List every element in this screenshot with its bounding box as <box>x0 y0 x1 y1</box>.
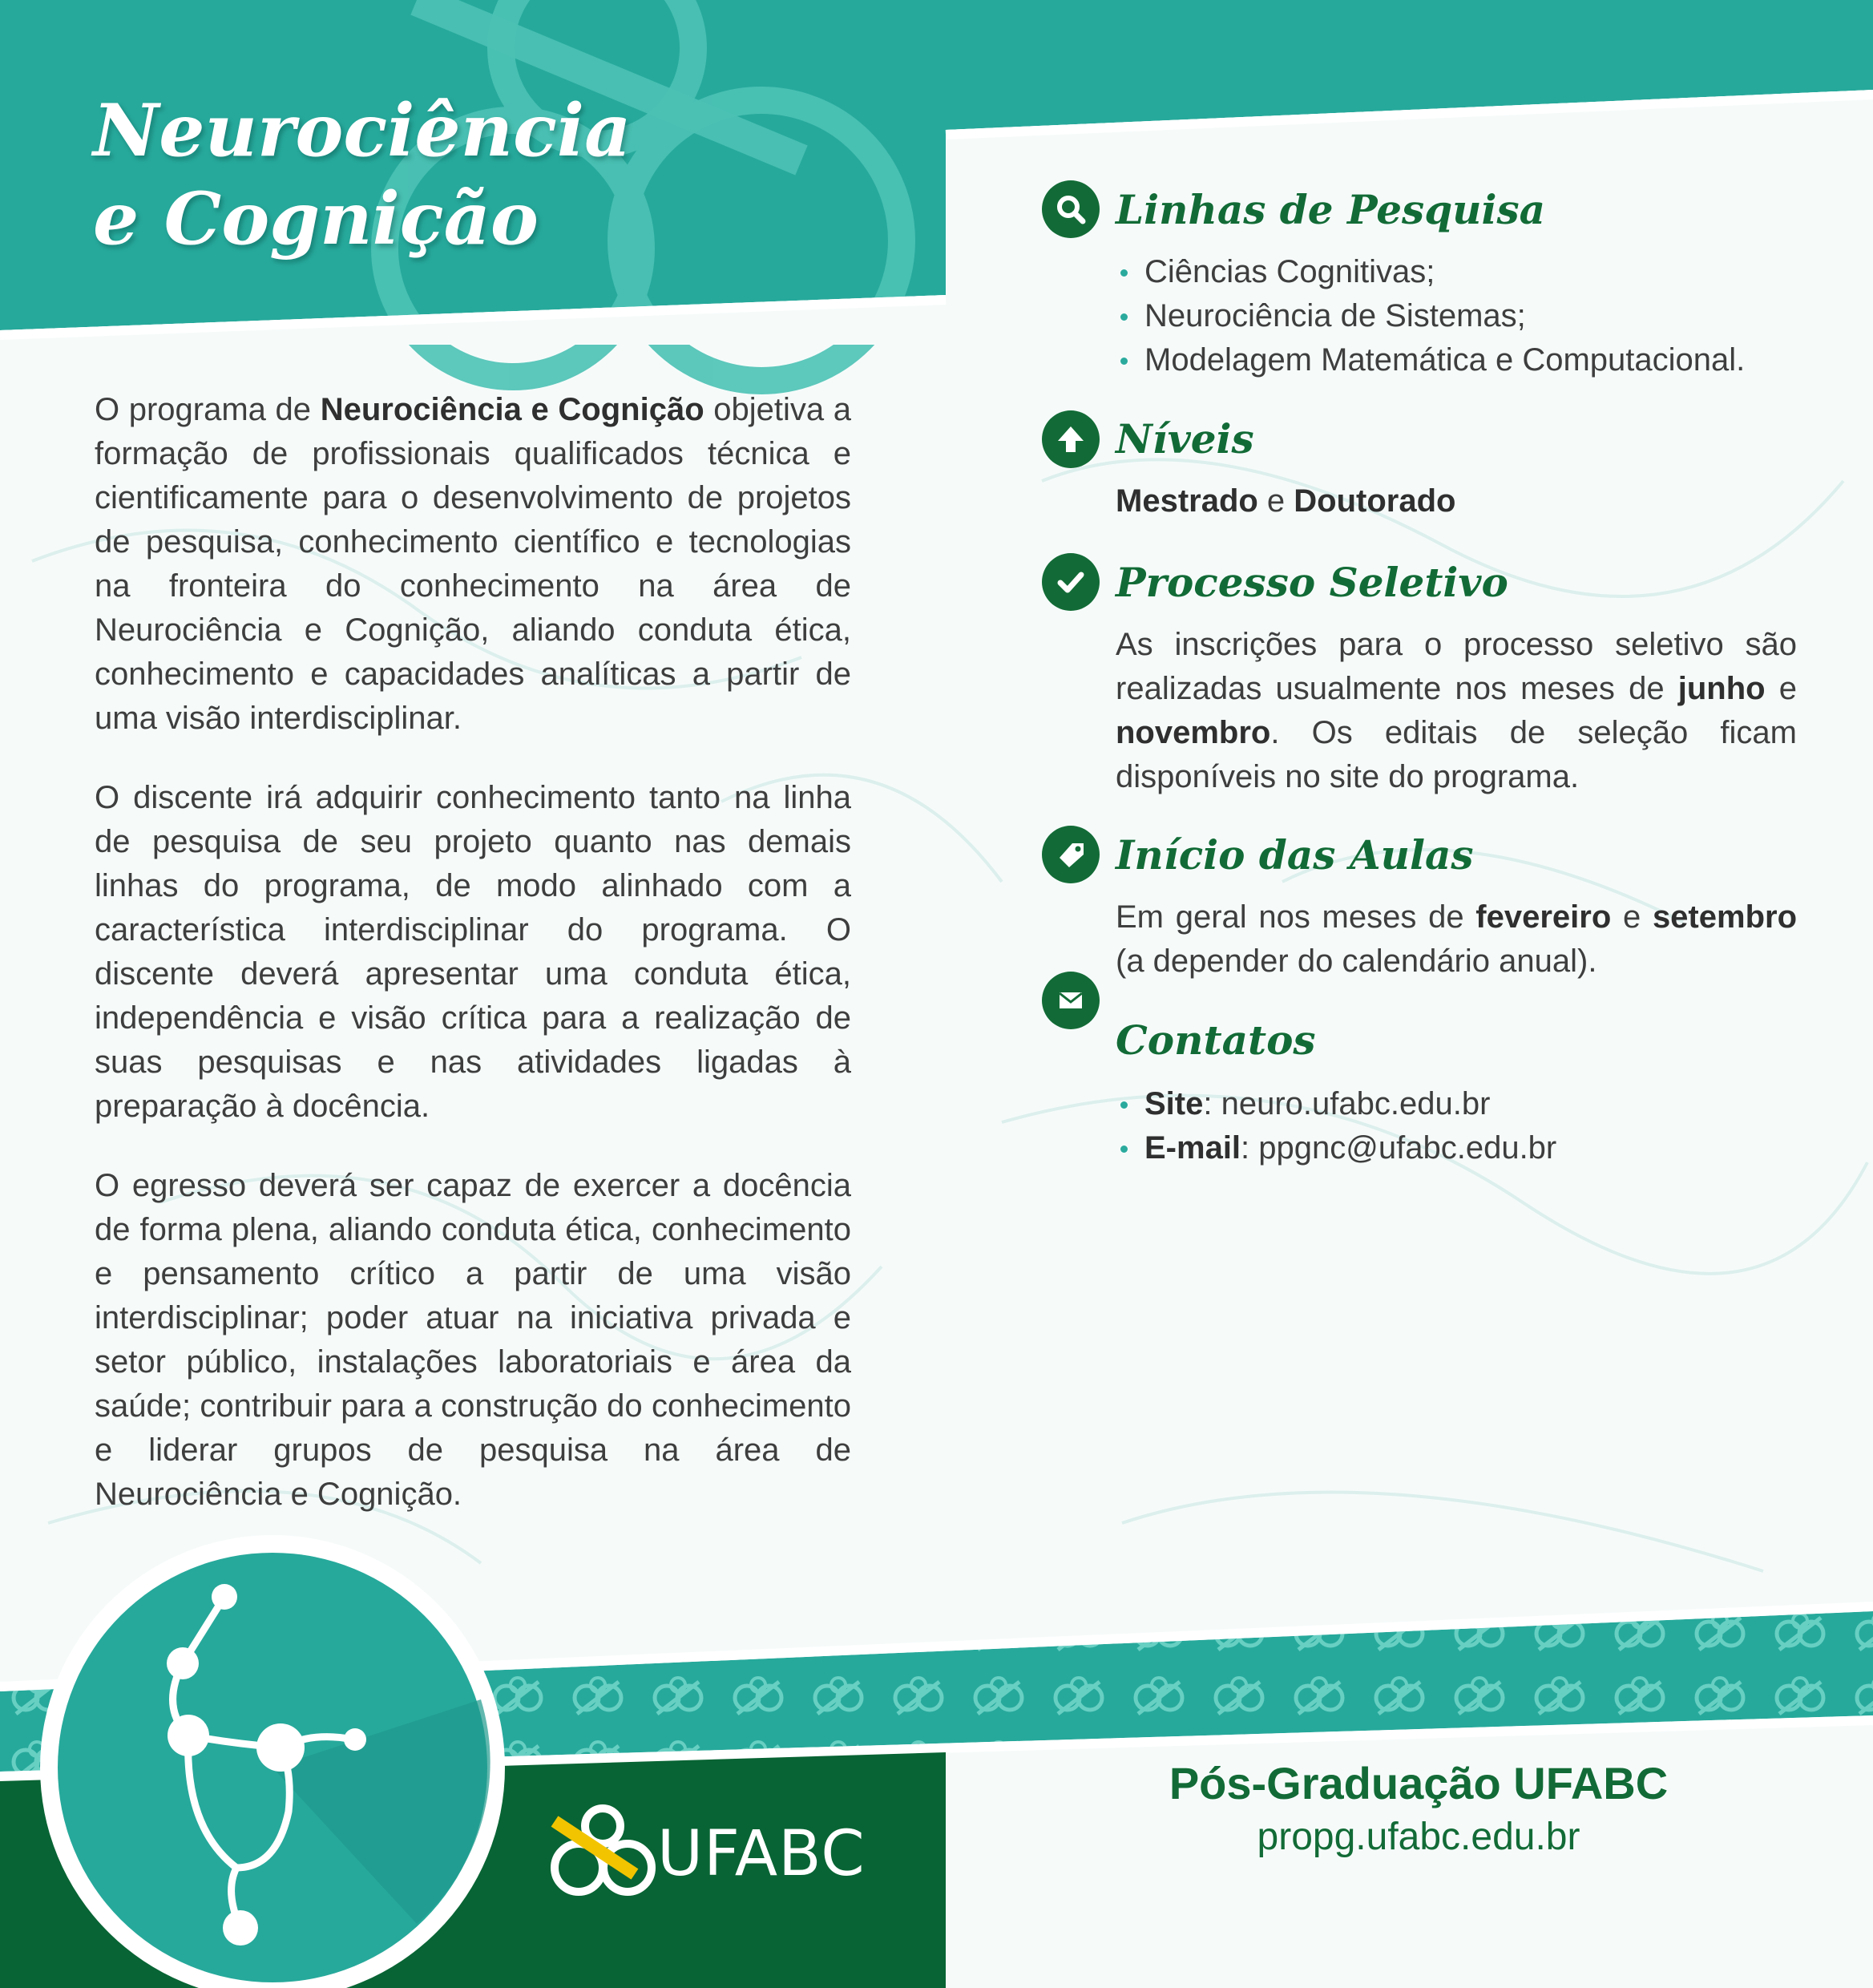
checkmark-icon <box>1042 553 1100 611</box>
selection-text-1: As inscrições para o processo seletivo são realizadas usualmente nos meses de <box>1116 627 1797 706</box>
classes-text-3: (a depender do calendário anual). <box>1116 943 1597 979</box>
list-item: Modelagem Matemática e Computacional. <box>1116 338 1837 382</box>
page-title <box>93 87 894 263</box>
title-line-2: e Cognição <box>93 176 539 261</box>
research-lines-list <box>1116 250 1837 382</box>
paragraph-1-rest: objetiva a formação de profissionais qualificados técnica e cientificamente para o desenvolvimento de projetos de pesquisa, conhecimento científico e tecnologias na fronteira do conhecimento na área de Neurociência e Cognição, aliando conduta ética, conhecimento e capacidades analíticas a partir de uma visão interdisciplinar. <box>95 392 851 736</box>
contacts-title: Contatos <box>1116 1016 1316 1064</box>
classes-text-1: Em geral nos meses de <box>1116 899 1476 935</box>
envelope-icon <box>1042 972 1100 1029</box>
paragraph-1-intro: O programa de <box>95 392 321 427</box>
level-doctorate: Doutorado <box>1294 483 1456 519</box>
classes-start-text <box>1116 895 1797 984</box>
selection-process-text <box>1116 623 1797 799</box>
contacts-list <box>1116 1082 1837 1170</box>
classes-text-2: e <box>1611 899 1653 935</box>
ufabc-logo-text: UFABC <box>657 1818 866 1890</box>
tag-icon <box>1042 826 1100 883</box>
list-item: Neurociência de Sistemas; <box>1116 294 1837 338</box>
program-description <box>95 388 851 1552</box>
footer-url[interactable]: propg.ufabc.edu.br <box>1257 1816 1580 1858</box>
description-paragraph-3: O egresso deverá ser capaz de exercer a docência de forma plena, aliando conduta ética, conhecimento e pensamento crítico a partir de uma visão interdisciplinar; poder atuar na iniciativa privada e setor público, instalações laboratoriais e área da saúde; contribuir para a construção do conhecimento e liderar grupos de pesquisa na área de Neurociência e Cognição. <box>95 1168 851 1512</box>
email-link[interactable]: : ppgnc@ufabc.edu.br <box>1241 1130 1557 1166</box>
selection-text-3: . Os editais de seleção ficam disponíveis no site do programa. <box>1116 715 1797 794</box>
classes-start-title: Início das Aulas <box>1116 831 1474 879</box>
site-link[interactable]: : neuro.ufabc.edu.br <box>1203 1086 1491 1121</box>
month-september: setembro <box>1652 899 1797 935</box>
description-paragraph-1 <box>95 388 851 741</box>
research-lines-title: Linhas de Pesquisa <box>1116 186 1546 233</box>
levels-separator: e <box>1257 483 1294 519</box>
footer-title: Pós-Graduação UFABC <box>1169 1758 1669 1808</box>
month-november: novembro <box>1116 715 1271 750</box>
month-february: fevereiro <box>1475 899 1612 935</box>
level-masters: Mestrado <box>1116 483 1258 519</box>
description-paragraph-2: O discente irá adquirir conhecimento tanto na linha de pesquisa de seu projeto quanto nas demais linhas do programa, de modo alinhado com a característica interdisciplinar do programa. O discente deverá apresentar uma conduta ética, independência e visão crítica para a realização de suas pesquisas e nas atividades ligadas à preparação à docência. <box>95 780 851 1124</box>
selection-process-title: Processo Seletivo <box>1116 559 1508 606</box>
title-line-1: Neurociência <box>93 88 632 173</box>
list-item: Ciências Cognitivas; <box>1116 250 1837 294</box>
levels-text <box>1116 479 1837 523</box>
levels-title: Níveis <box>1116 415 1254 463</box>
contact-site <box>1116 1082 1837 1126</box>
selection-text-2: e <box>1765 671 1798 706</box>
site-label: Site <box>1144 1086 1204 1121</box>
month-june: junho <box>1677 671 1766 706</box>
search-icon <box>1042 180 1100 238</box>
contact-email <box>1116 1126 1837 1170</box>
email-label: E-mail <box>1144 1130 1241 1166</box>
arrow-up-icon <box>1042 410 1100 468</box>
paragraph-1-program-name: Neurociência e Cognição <box>320 392 704 427</box>
